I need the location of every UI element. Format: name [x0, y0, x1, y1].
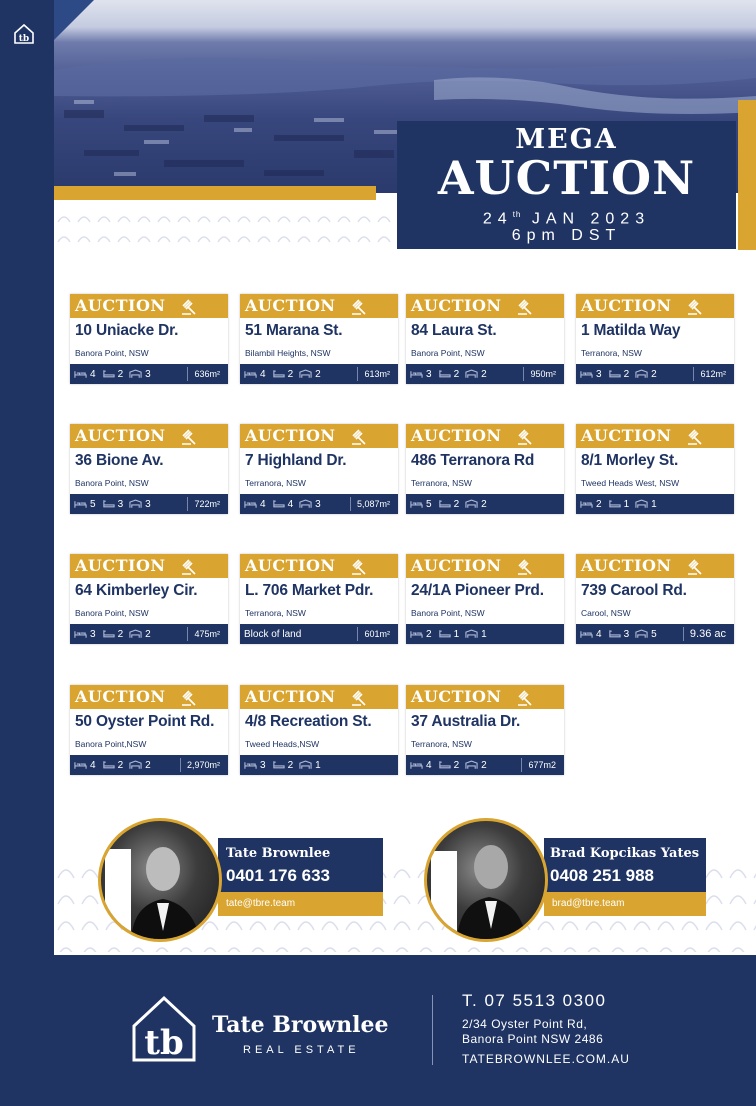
agent-card	[424, 818, 706, 943]
garage-icon	[129, 629, 142, 639]
bed-icon	[244, 369, 257, 379]
auction-badge	[576, 424, 734, 448]
listing-features	[406, 364, 564, 384]
listing-card[interactable]	[576, 554, 734, 644]
gavel-icon	[516, 427, 534, 445]
bath-count: 2	[453, 498, 460, 510]
auction-badge	[70, 424, 228, 448]
bath-icon	[438, 369, 451, 379]
footer-divider	[187, 497, 188, 511]
auction-badge-label: AUCTION	[245, 426, 336, 445]
listing-card[interactable]	[406, 554, 564, 644]
auction-badge-label: AUCTION	[411, 296, 502, 315]
listing-address: 10 Uniacke Dr.	[75, 322, 179, 339]
gavel-icon	[686, 427, 704, 445]
bed-count: 3	[596, 368, 602, 380]
gavel-icon	[516, 297, 534, 315]
auction-badge	[240, 424, 398, 448]
auction-badge-label: AUCTION	[411, 687, 502, 706]
auction-badge	[70, 554, 228, 578]
auction-badge-label: AUCTION	[75, 556, 166, 575]
auction-date	[397, 207, 736, 227]
footer-divider	[187, 627, 188, 641]
auction-badge	[240, 294, 398, 318]
listing-features	[406, 494, 564, 514]
listing-suburb: Banora Point, NSW	[411, 348, 485, 358]
auction-badge	[406, 424, 564, 448]
bed-count: 2	[426, 628, 432, 640]
listing-suburb: Terranora, NSW	[411, 739, 472, 749]
footer-divider	[350, 497, 351, 511]
listing-card[interactable]	[406, 424, 564, 514]
garage-icon	[465, 760, 478, 770]
land-area: 9.36 ac	[689, 628, 726, 640]
gold-side-accent	[738, 100, 756, 250]
listing-type: Block of land	[244, 628, 302, 640]
auction-badge	[576, 294, 734, 318]
bath-count: 2	[453, 759, 460, 771]
garage-icon	[465, 369, 478, 379]
footer-divider	[521, 758, 522, 772]
bed-count: 4	[90, 368, 96, 380]
auction-badge-label: AUCTION	[75, 426, 166, 445]
auction-badge	[406, 554, 564, 578]
bed-icon	[580, 369, 593, 379]
banner-title-top: MEGA	[515, 124, 618, 155]
garage-icon	[635, 499, 648, 509]
listing-suburb: Terranora, NSW	[245, 478, 306, 488]
listing-features	[240, 624, 398, 644]
agent-photo	[424, 818, 548, 942]
footer-divider	[180, 758, 181, 772]
auction-badge-label: AUCTION	[581, 426, 672, 445]
land-area: 950m²	[530, 369, 556, 379]
agent-phone[interactable]: 0408 251 988	[550, 866, 654, 885]
decorative-pattern	[54, 200, 394, 250]
listing-card[interactable]	[576, 294, 734, 384]
listing-address: 84 Laura St.	[411, 322, 497, 339]
footer-address-line1: 2/34 Oyster Point Rd,	[462, 1017, 588, 1031]
auction-badge	[240, 554, 398, 578]
bed-count: 3	[426, 368, 432, 380]
land-area: 5,087m²	[356, 499, 390, 509]
listing-address: L. 706 Market Pdr.	[245, 582, 374, 599]
listing-suburb: Tweed Heads West, NSW	[581, 478, 680, 488]
agent-email-box	[218, 892, 383, 916]
listing-card[interactable]	[70, 424, 228, 514]
banner-title-main: AUCTION	[437, 151, 696, 205]
land-area: 475m²	[194, 629, 220, 639]
agent-email[interactable]: tate@tbre.team	[226, 898, 296, 909]
garage-count: 2	[145, 759, 151, 771]
bed-icon	[74, 760, 87, 770]
gavel-icon	[686, 557, 704, 575]
bed-count: 3	[260, 759, 266, 771]
listing-address: 8/1 Morley St.	[581, 452, 679, 469]
gavel-icon	[516, 557, 534, 575]
footer-divider	[357, 627, 358, 641]
bed-icon	[410, 629, 423, 639]
bath-icon	[102, 629, 115, 639]
listing-features	[70, 494, 228, 514]
listing-address: 36 Bione Av.	[75, 452, 164, 469]
garage-icon	[299, 369, 312, 379]
listing-card[interactable]	[70, 685, 228, 775]
bed-icon	[74, 629, 87, 639]
bath-count: 4	[287, 498, 294, 510]
bath-count: 1	[623, 498, 630, 510]
bath-count: 2	[117, 759, 124, 771]
listing-address: 1 Matilda Way	[581, 322, 681, 339]
listing-card[interactable]	[240, 424, 398, 514]
land-area: 612m²	[700, 369, 726, 379]
garage-count: 2	[481, 498, 487, 510]
listing-suburb: Tweed Heads,NSW	[245, 739, 320, 749]
listing-suburb: Banora Point, NSW	[75, 608, 149, 618]
garage-count: 5	[651, 628, 657, 640]
garage-count: 1	[651, 498, 657, 510]
garage-count: 2	[481, 368, 487, 380]
gavel-icon	[180, 557, 198, 575]
svg-text:tb: tb	[144, 1023, 184, 1063]
listing-card[interactable]	[70, 294, 228, 384]
bath-icon	[438, 499, 451, 509]
agent-name: Tate Brownlee	[226, 846, 331, 861]
gavel-icon	[686, 297, 704, 315]
footer-brand-name: Tate Brownlee	[212, 1012, 389, 1038]
agent-email[interactable]: brad@tbre.team	[552, 898, 625, 909]
bath-count: 2	[117, 368, 124, 380]
auction-badge-label: AUCTION	[411, 556, 502, 575]
bath-icon	[102, 369, 115, 379]
agent-card	[98, 818, 383, 943]
listing-features	[406, 624, 564, 644]
listing-suburb: Terranora, NSW	[245, 608, 306, 618]
corner-accent	[54, 0, 94, 40]
garage-count: 2	[315, 368, 321, 380]
land-area: 677m2	[528, 760, 556, 770]
gavel-icon	[516, 688, 534, 706]
brand-logo-icon	[12, 22, 36, 46]
bed-count: 3	[90, 628, 96, 640]
bath-count: 2	[453, 368, 460, 380]
garage-icon	[299, 760, 312, 770]
garage-count: 2	[481, 759, 487, 771]
land-area: 601m²	[364, 629, 390, 639]
listing-suburb: Bilambil Heights, NSW	[245, 348, 331, 358]
garage-count: 2	[145, 628, 151, 640]
agent-photo	[98, 818, 222, 942]
listing-features	[70, 364, 228, 384]
bed-icon	[74, 499, 87, 509]
bed-count: 4	[90, 759, 96, 771]
bath-icon	[608, 629, 621, 639]
agent-name-box	[218, 838, 383, 892]
date-suffix: th	[512, 210, 522, 219]
listing-suburb: Terranora, NSW	[581, 348, 642, 358]
auction-badge	[70, 294, 228, 318]
bed-count: 4	[426, 759, 432, 771]
garage-icon	[129, 760, 142, 770]
garage-count: 3	[315, 498, 321, 510]
bath-icon	[272, 760, 285, 770]
agent-name-box	[544, 838, 706, 892]
garage-icon	[129, 499, 142, 509]
bath-count: 2	[287, 368, 294, 380]
svg-text:tb: tb	[18, 34, 30, 44]
auction-badge-label: AUCTION	[245, 556, 336, 575]
listing-features	[240, 755, 398, 775]
footer-website[interactable]: TATEBROWNLEE.COM.AU	[462, 1052, 630, 1066]
listing-address: 24/1A Pioneer Prd.	[411, 582, 544, 599]
auction-badge-label: AUCTION	[75, 296, 166, 315]
garage-icon	[299, 499, 312, 509]
garage-icon	[465, 499, 478, 509]
listing-address: 4/8 Recreation St.	[245, 713, 372, 730]
auction-time: 6pm DST	[511, 227, 622, 245]
bath-count: 2	[623, 368, 630, 380]
auction-badge-label: AUCTION	[245, 687, 336, 706]
bath-icon	[102, 499, 115, 509]
listing-address: 7 Highland Dr.	[245, 452, 347, 469]
garage-icon	[635, 629, 648, 639]
auction-badge-label: AUCTION	[75, 687, 166, 706]
bed-icon	[580, 499, 593, 509]
bed-count: 4	[260, 368, 266, 380]
footer-logo-icon	[128, 992, 200, 1064]
bed-icon	[244, 499, 257, 509]
bath-icon	[438, 760, 451, 770]
auction-badge	[576, 554, 734, 578]
bed-count: 5	[426, 498, 432, 510]
bed-count: 5	[90, 498, 96, 510]
listing-address: 739 Carool Rd.	[581, 582, 687, 599]
land-area: 613m²	[364, 369, 390, 379]
gavel-icon	[180, 297, 198, 315]
listing-suburb: Banora Point, NSW	[75, 348, 149, 358]
auction-badge-label: AUCTION	[411, 426, 502, 445]
bed-count: 4	[260, 498, 266, 510]
garage-count: 1	[315, 759, 321, 771]
garage-count: 3	[145, 498, 151, 510]
gavel-icon	[180, 427, 198, 445]
bed-icon	[74, 369, 87, 379]
bath-icon	[272, 369, 285, 379]
bath-icon	[608, 369, 621, 379]
footer-address-line2: Banora Point NSW 2486	[462, 1032, 604, 1046]
gavel-icon	[180, 688, 198, 706]
listing-features	[576, 364, 734, 384]
garage-count: 3	[145, 368, 151, 380]
listing-card[interactable]	[240, 554, 398, 644]
bed-icon	[580, 629, 593, 639]
auction-badge-label: AUCTION	[245, 296, 336, 315]
listing-suburb: Carool, NSW	[581, 608, 631, 618]
listing-card[interactable]	[240, 294, 398, 384]
listing-card[interactable]	[406, 294, 564, 384]
bath-icon	[102, 760, 115, 770]
gavel-icon	[350, 427, 368, 445]
listing-address: 51 Marana St.	[245, 322, 343, 339]
footer-divider	[523, 367, 524, 381]
listing-features	[70, 755, 228, 775]
bath-count: 2	[287, 759, 294, 771]
bed-count: 4	[596, 628, 602, 640]
auction-badge-label: AUCTION	[581, 296, 672, 315]
listing-suburb: Terranora, NSW	[411, 478, 472, 488]
bath-icon	[438, 629, 451, 639]
gavel-icon	[350, 688, 368, 706]
auction-badge-label: AUCTION	[581, 556, 672, 575]
land-area: 636m²	[194, 369, 220, 379]
garage-icon	[129, 369, 142, 379]
auction-badge	[406, 685, 564, 709]
land-area: 722m²	[194, 499, 220, 509]
agent-email-box	[544, 892, 706, 916]
listing-suburb: Banora Point, NSW	[75, 478, 149, 488]
listing-features	[70, 624, 228, 644]
bed-icon	[410, 499, 423, 509]
gavel-icon	[350, 557, 368, 575]
garage-count: 2	[651, 368, 657, 380]
footer-divider	[432, 995, 433, 1065]
listing-address: 50 Oyster Point Rd.	[75, 713, 215, 730]
footer-divider	[683, 627, 684, 641]
bath-icon	[608, 499, 621, 509]
listing-features	[576, 494, 734, 514]
listing-features	[576, 624, 734, 644]
listing-card[interactable]	[576, 424, 734, 514]
listing-address: 64 Kimberley Cir.	[75, 582, 198, 599]
listing-address: 486 Terranora Rd	[411, 452, 535, 469]
footer-divider	[357, 367, 358, 381]
agent-name: Brad Kopcikas Yates	[550, 846, 700, 861]
bed-icon	[410, 760, 423, 770]
gavel-icon	[350, 297, 368, 315]
mega-auction-banner	[397, 121, 736, 249]
bath-count: 1	[453, 628, 460, 640]
listing-address: 37 Australia Dr.	[411, 713, 521, 730]
listing-suburb: Banora Point, NSW	[411, 608, 485, 618]
auction-badge	[406, 294, 564, 318]
listing-features	[240, 494, 398, 514]
date-day: 24	[482, 210, 513, 228]
footer-divider	[693, 367, 694, 381]
agent-phone[interactable]: 0401 176 633	[226, 866, 330, 885]
garage-count: 1	[481, 628, 487, 640]
auction-badge	[240, 685, 398, 709]
bath-count: 3	[117, 498, 124, 510]
bed-icon	[410, 369, 423, 379]
footer-phone[interactable]: T. 07 5513 0300	[462, 991, 607, 1010]
bath-count: 2	[117, 628, 124, 640]
listing-features	[240, 364, 398, 384]
garage-icon	[465, 629, 478, 639]
bed-icon	[244, 760, 257, 770]
footer-brand-subtitle: REAL ESTATE	[243, 1044, 360, 1056]
gold-accent-strip	[54, 186, 376, 200]
date-rest: JAN 2023	[531, 210, 651, 228]
land-area: 2,970m²	[186, 760, 220, 770]
listing-features	[406, 755, 564, 775]
bath-icon	[272, 499, 285, 509]
bed-count: 2	[596, 498, 602, 510]
listing-card[interactable]	[240, 685, 398, 775]
footer-divider	[187, 367, 188, 381]
bath-count: 3	[623, 628, 630, 640]
garage-icon	[635, 369, 648, 379]
listing-suburb: Banora Point,NSW	[75, 739, 147, 749]
listing-card[interactable]	[70, 554, 228, 644]
auction-badge	[70, 685, 228, 709]
listing-card[interactable]	[406, 685, 564, 775]
